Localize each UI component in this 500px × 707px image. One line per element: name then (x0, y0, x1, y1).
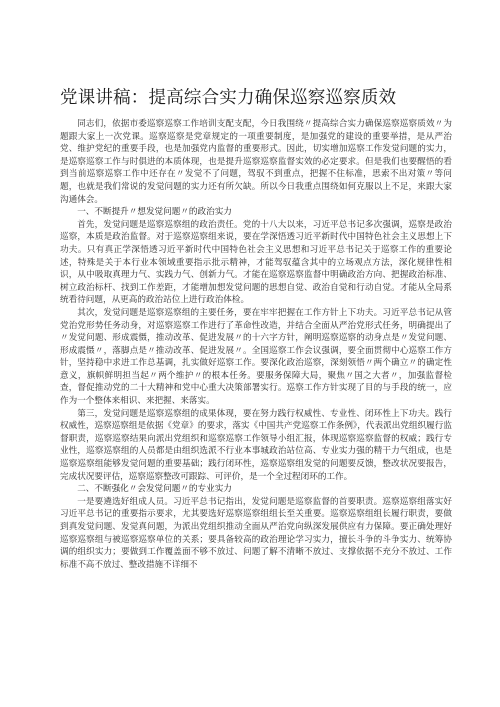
intro-paragraph: 同志们，依据市委巡察巡察工作培训支配支配，今日我围绕〃提高综合实力确保巡察巡察质效〃为题跟大家上一次党课。巡察巡察是党章规定的一项重要制度，是加强党的建设的重要举措，是从严治党、维护党纪的重要手段，也是加强党内监督的重要形式。因此，切实增加巡察工作发觉问题的实力，是巡察巡察工作与时俱进的本质体现，也是提升巡察巡察监督实效的必定要求。但是我们也要醒悟的看到当前巡察巡察工作中还存在〃发觉不了问题，驾驭不到重点，把握不住标准，思索不出对策〃等问题，也就是我们常说的发觉问题的实力还有所欠缺。所以今日我重点围绕如何克服以上不足，来跟大家沟通体会。 (60, 119, 452, 205)
document-body (60, 118, 452, 571)
body-paragraph: 其次，发觉问题是巡察巡察组的主要任务，要在牢牢把握在工作方针上下功夫。习近平总书记从管党治党形势任务动身，对巡察巡察工作进行了革命性改造，并结合全面从严治党形式任务，明确提出了〃发觉问题、形成震慑，推动改革、促进发展〃的十六字方针，阐明巡察巡察的动身点是〃发觉问题、形成震慑〃，落脚点是〃推动改革、促进发展〃。全国巡察工作会议强调，要全面贯彻中心巡察工作方针，坚持稳中求进工作总基调，扎实做好巡察工作。要深化政治巡察，深刻领悟〃两个确立〃的确定性意义，旗帜鲜明担当起〃两个维护〃的根本任务。要服务保障大局，聚焦〃国之大者〃，加强监督检查，督促推动党的二十大精神和党中心重大决策部署实行。巡察工作方针实现了目的与手段的统一，应作为一个整体来相识、来把握、来落实。 (60, 307, 452, 407)
body-paragraph: 一是要遴选好组成人员。习近平总书记指出，发觉问题是巡察监督的首要职责。巡察巡察组落实好习近平总书记的重要指示要求，尤其要选好巡察巡察组组长至关重要。巡察巡察组组长履行职责，要做到真发觉问题、发觉真问题，为派出党组织推动全面从严治党向纵深发展供应有力保障。要正确处理好巡察巡察组与被巡察巡察单位的关系；要具备较高的政治理论学习实力，擅长斗争的斗争实力、统筹协调的组织实力；要做到工作覆盖面不够不放过、问题了解不清晰不放过、支撑依据不充分不放过、工作标准不高不放过、整改措施不详细不 (60, 496, 452, 570)
page-title: 党课讲稿：提高综合实力确保巡察巡察质效 (60, 88, 397, 108)
section-heading-2: 二、不断强化〃会发觉问题〃的专业实力 (77, 484, 232, 495)
body-paragraph: 首先，发觉问题是巡察巡察组的政治责任。党的十八大以来，习近平总书记多次强调，巡察是政治巡察，本质是政治监督。对于巡察巡察组来说，要在学深悟透习近平新时代中国特色社会主义思想上下功夫。只有真正学深悟透习近平新时代中国特色社会主义思想和习近平总书记关于巡察工作的重要论述，特殊是关于本行业本领域重要指示批示精神，才能驾驭蕴含其中的立场观点方法，深化规律性相识，从中吸取真理力气、实践力气、创新力气。才能在巡察巡察监督中明确政治方向、把握政治标准、树立政治标杆、找到工作差距，才能增加想发觉问题的思想自觉、政治自觉和行动自觉。才能从全局系统看待问题，从更高的政治站位上进行政治体检。 (60, 219, 452, 306)
body-paragraph: 第三，发觉问题是巡察巡察组的成果体现，要在努力践行权威性、专业性、闭环性上下功夫。践行权威性，巡察巡察组是依据《党章》的要求，落实《中国共产党巡察工作条例》，代表派出党组织履行监督职责，巡察巡察结果向派出党组织和巡察巡察工作领导小组汇报，体现巡察巡察监督的权威；践行专业性，巡察巡察组的人员都是由组织选派不行业本事城政治站位高、专业实力强的精干力气组成，也是巡察巡察组能够发觉问题的重要基础；践行闭环性，巡察巡察组发觉的问题要反馈，整改状况要报告，完成状况要评估，巡察巡察整改可跟踪、可评价，是一个全过程闭环的工作。 (60, 408, 452, 482)
section-heading-1: 一、不断提升〃想发觉问题〃的政治实力 (77, 207, 232, 218)
